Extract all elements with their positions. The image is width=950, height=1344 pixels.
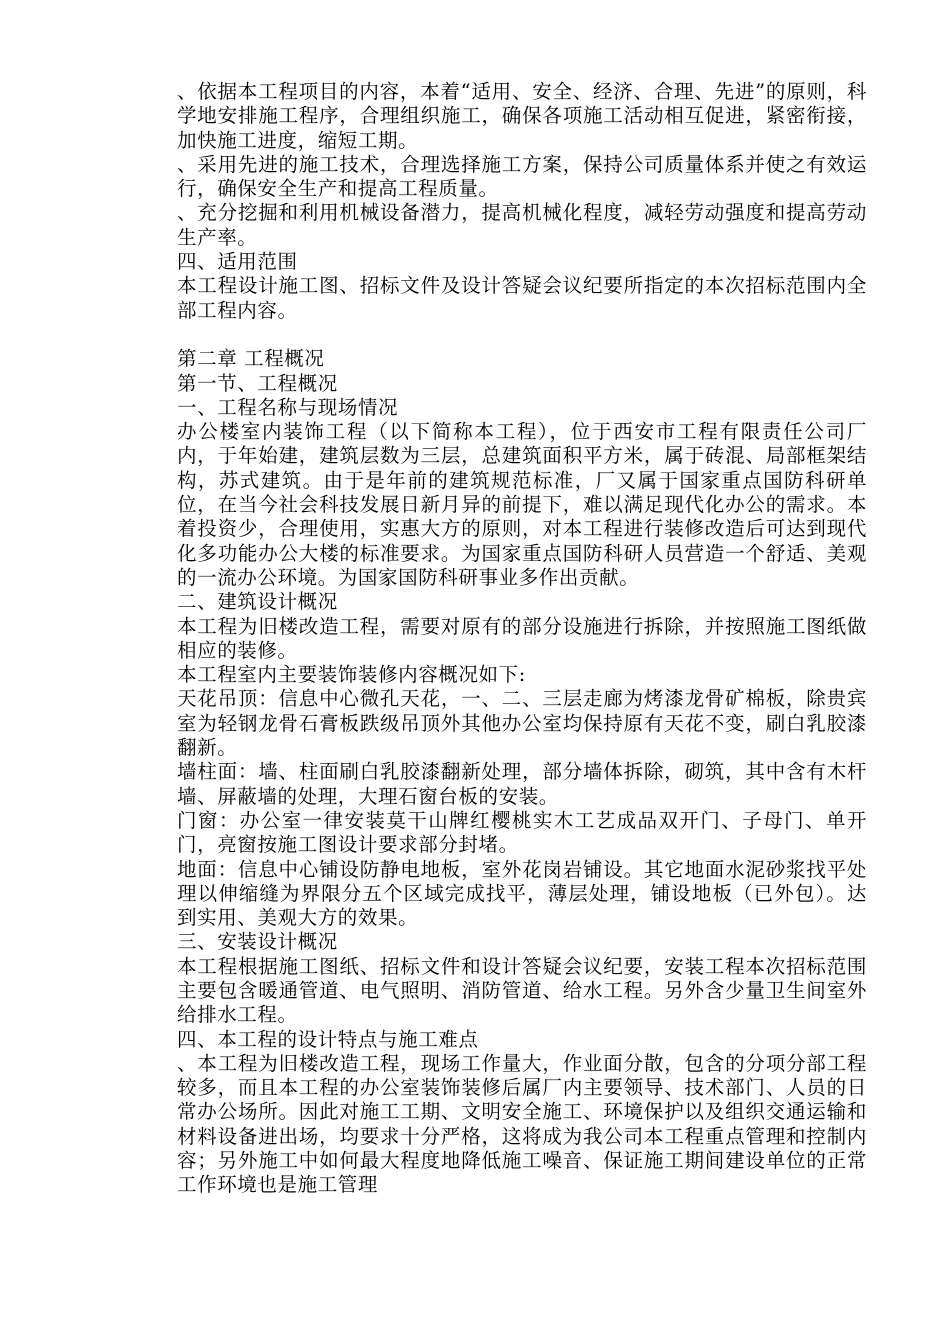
section-heading-scope: 四、适用范围 <box>177 250 298 274</box>
subsection-heading-installation: 三、安装设计概况 <box>177 930 338 954</box>
wall-column-paragraph: 墙柱面：墙、柱面刷白乳胶漆翻新处理，部分墙体拆除，砌筑，其中含有木杆墙、屏蔽墙的处理，大理石窗台板的安装。 <box>177 760 867 808</box>
scope-paragraph: 本工程设计施工图、招标文件及设计答疑会议纪要所指定的本次招标范围内全部工程内容。 <box>177 274 867 322</box>
subsection-heading-name-site: 一、工程名称与现场情况 <box>177 395 399 419</box>
decoration-intro-paragraph: 本工程室内主要装饰装修内容概况如下: <box>177 663 526 687</box>
features-paragraph: 、本工程为旧楼改造工程，现场工作量大，作业面分散，包含的分项分部工程较多，而且本工程的办公室装饰装修后属厂内主要领导、技术部门、人员的日常办公场所。因此对施工工期、文明安全施工、环境保护以及组织交通运输和材料设备进出场，均要求十分严格，这将成为我公司本工程重点管理和控制内容；另外施工中如何最大程度地降低施工噪音、保证施工期间建设单位的正常工作环境也是施工管理 <box>177 1051 867 1197</box>
ceiling-paragraph: 天花吊顶：信息中心微孔天花，一、二、三层走廊为烤漆龙骨矿棉板，除贵宾室为轻钢龙骨石膏板跌级吊顶外其他办公室均保持原有天花不变，刷白乳胶漆翻新。 <box>177 687 867 760</box>
doors-windows-paragraph: 门窗：办公室一律安装莫干山牌红樱桃实木工艺成品双开门、子母门、单开门，亮窗按施工图设计要求部分封堵。 <box>177 808 867 857</box>
project-description-paragraph: 办公楼室内装饰工程（以下简称本工程），位于西安市工程有限责任公司厂内，于年始建，建筑层数为三层，总建筑面积平方米，属于砖混、局部框架结构，苏式建筑。由于是年前的建筑规范标准，厂又属于国家重点国防科研单位，在当今社会科技发展日新月异的前提下，难以满足现代化办公的需求。本着投资少，合理使用，实惠大方的原则，对本工程进行装修改造后可达到现代化多功能办公大楼的标准要求。为国家重点国防科研人员营造一个舒适、美观的一流办公环境。为国家国防科研事业多作出贡献。 <box>177 420 867 589</box>
chapter-heading: 第二章 工程概况 <box>177 347 325 371</box>
document-page <box>177 80 867 1198</box>
section-heading: 第一节、工程概况 <box>177 371 338 395</box>
principle-paragraph-2: 、采用先进的施工技术，合理选择施工方案，保持公司质量体系并使之有效运行，确保安全生产和提高工程质量。 <box>177 152 867 201</box>
renovation-paragraph: 本工程为旧楼改造工程，需要对原有的部分设施进行拆除，并按照施工图纸做相应的装修。 <box>177 614 867 662</box>
installation-paragraph: 本工程根据施工图纸、招标文件和设计答疑会议纪要，安装工程本次招标范围主要包含暖通管道、电气照明、消防管道、给水工程。另外含少量卫生间室外给排水工程。 <box>177 954 867 1027</box>
principle-paragraph-3: 、充分挖掘和利用机械设备潜力，提高机械化程度，减轻劳动强度和提高劳动生产率。 <box>177 201 867 249</box>
blank-line <box>177 323 867 347</box>
principle-paragraph-1: 、依据本工程项目的内容，本着“适用、安全、经济、合理、先进”的原则，科学地安排施工程序，合理组织施工，确保各项施工活动相互促进，紧密衔接，加快施工进度，缩短工期。 <box>177 80 867 152</box>
floor-paragraph: 地面：信息中心铺设防静电地板，室外花岗岩铺设。其它地面水泥砂浆找平处理以伸缩缝为界限分五个区域完成找平，薄层处理，铺设地板（已外包）。达到实用、美观大方的效果。 <box>177 857 867 930</box>
subsection-heading-architecture: 二、建筑设计概况 <box>177 590 338 614</box>
subsection-heading-features: 四、本工程的设计特点与施工难点 <box>177 1027 479 1051</box>
